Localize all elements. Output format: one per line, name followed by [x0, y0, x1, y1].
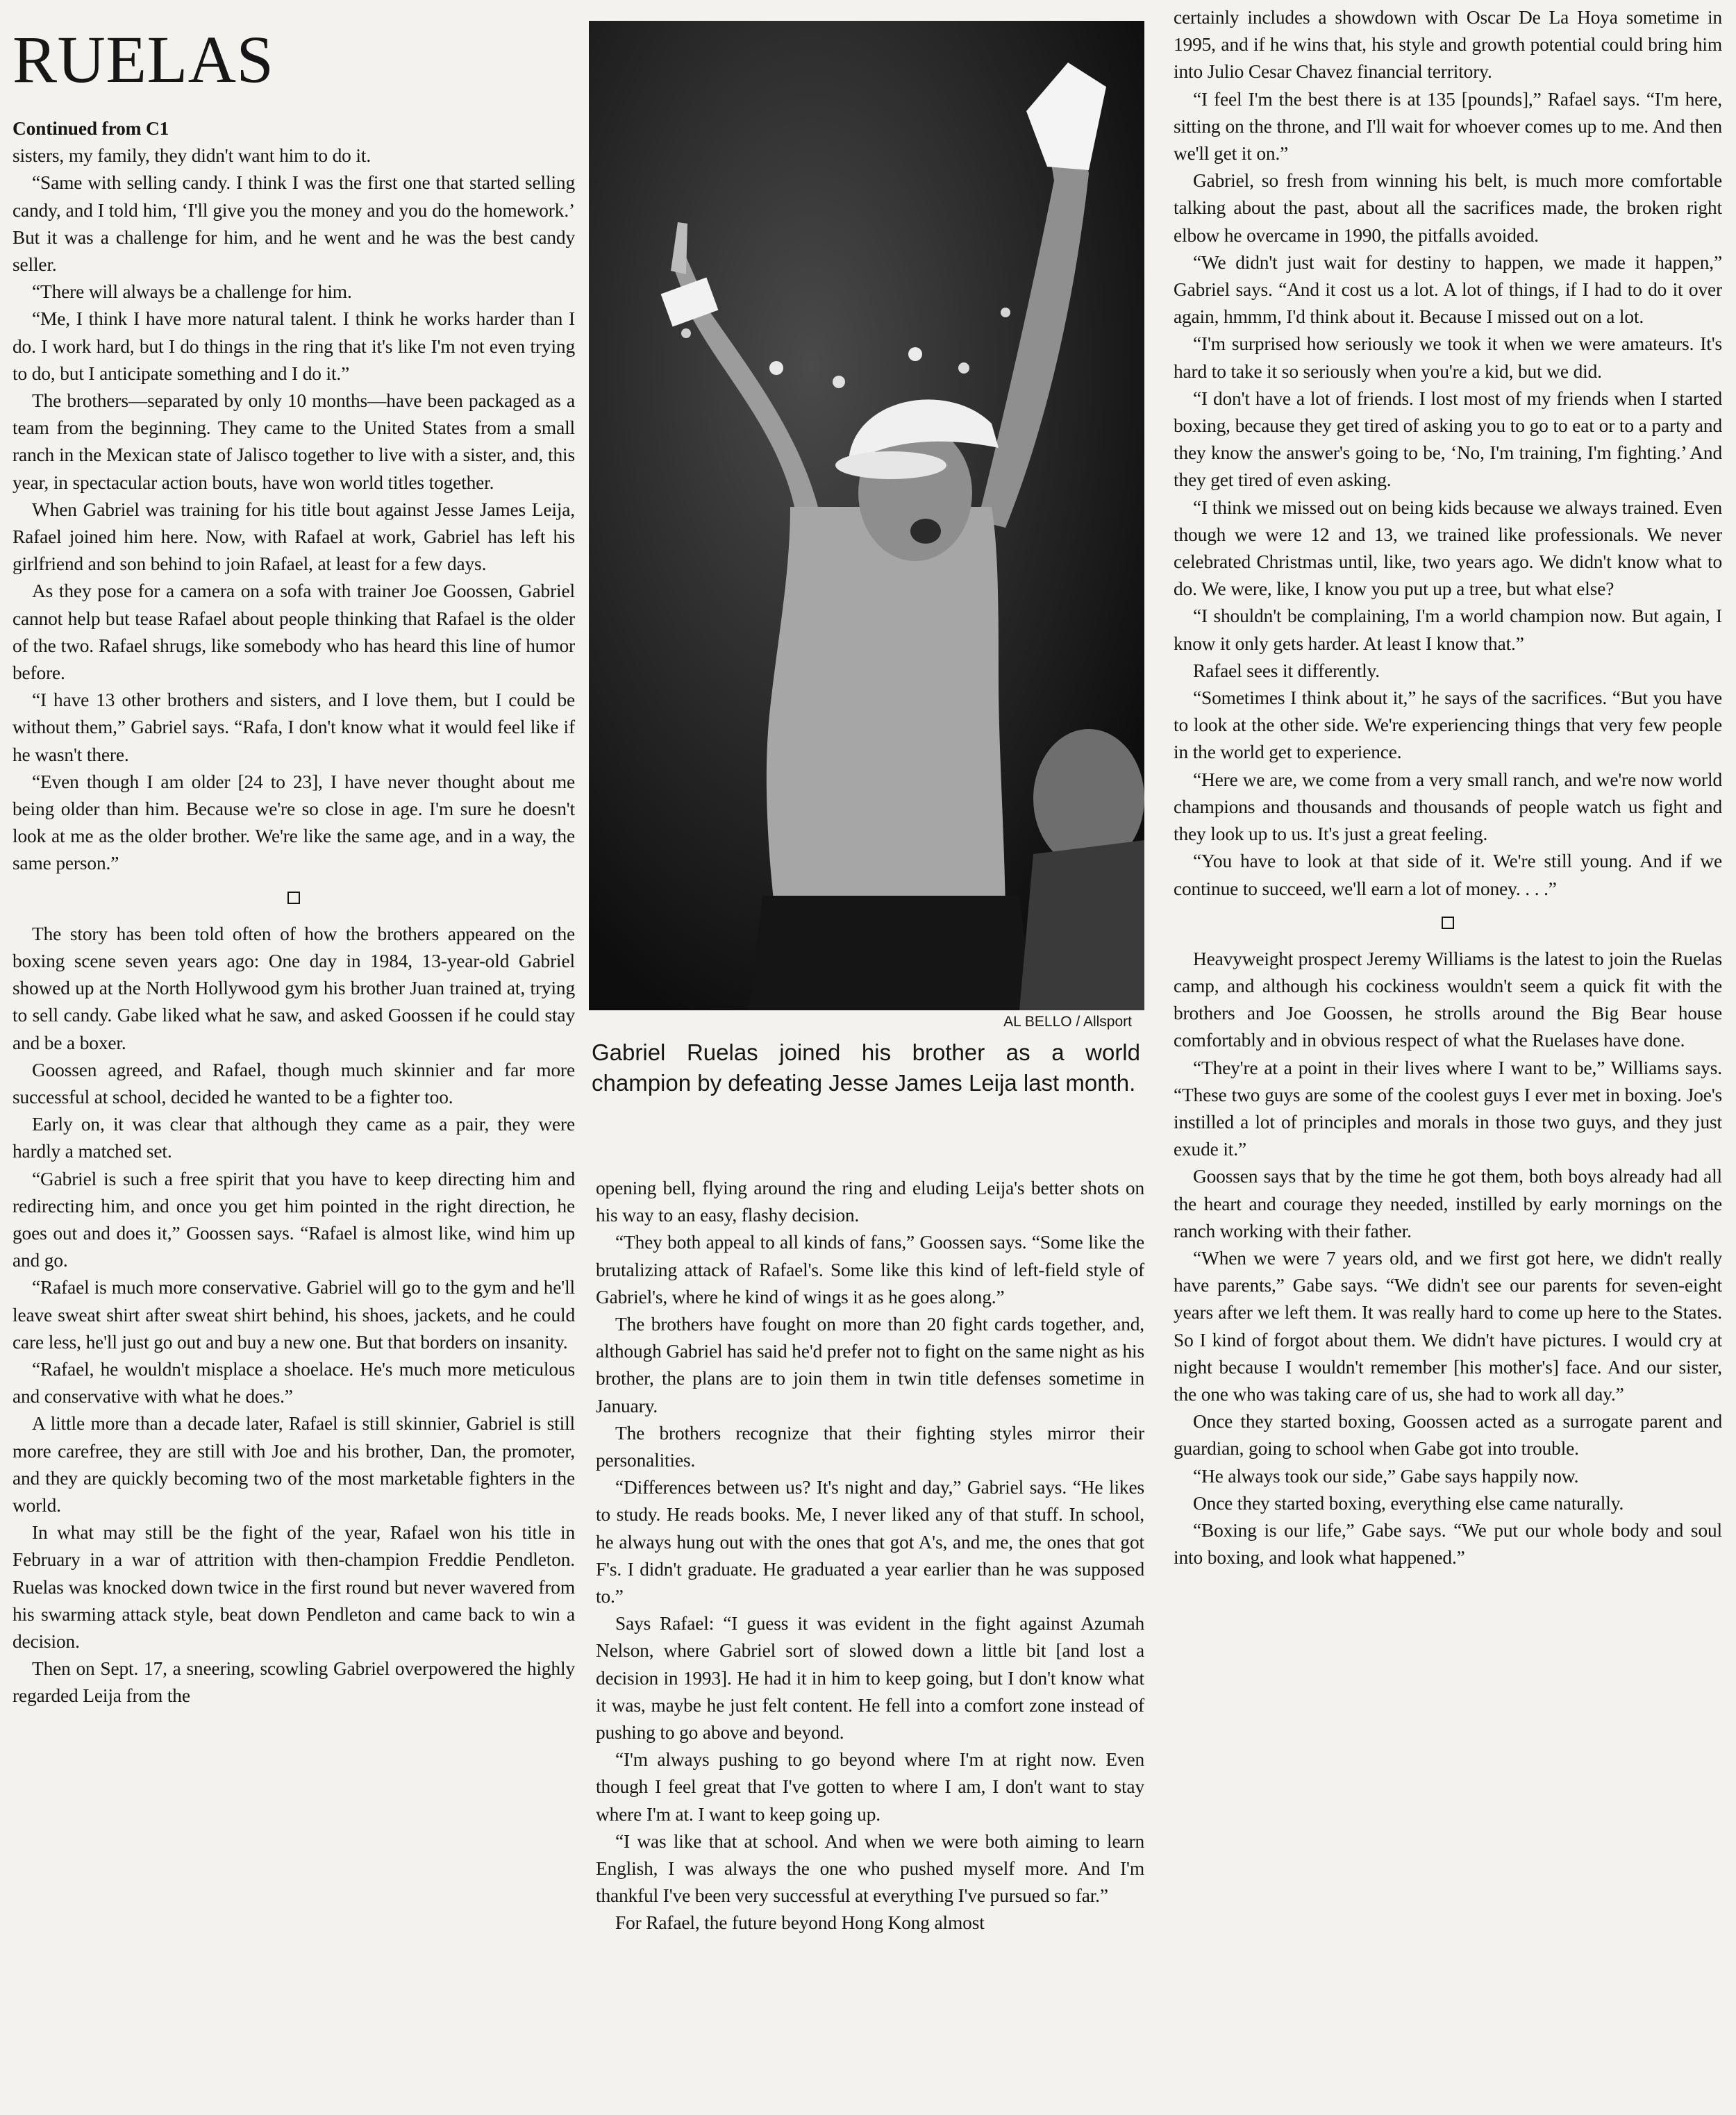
- paragraph: Rafael sees it differently.: [1193, 660, 1380, 681]
- paragraph: Goossen says that by the time he got them, both boys already had all the heart and courage they needed, instilled by early mornings on the ranch working with their father.: [1174, 1166, 1722, 1242]
- paragraph: “They're at a point in their lives where I want to be,” Williams says. “These two guys are some of the coolest guys I ever met in boxing. Joe's instilled a lot of principles and morals in those two guys, and they just exude it.”: [1174, 1057, 1722, 1160]
- paragraph: “When we were 7 years old, and we first got here, we didn't really have parents,” Gabe says. “We didn't see our parents for seven-eight years after we left them. It was really hard to come up here to the States. So I kind of forgot about them. We didn't have pictures. I would cry at night because I wouldn't remember [his mother's] face. And our sister, the one who was taking care of us, she had to work all day.”: [1174, 1247, 1722, 1405]
- article-column-2: [596, 1175, 1144, 1937]
- paragraph: certainly includes a showdown with Oscar De La Hoya sometime in 1995, and if he wins that, his style and growth potential could bring him into Julio Cesar Chavez financial territory.: [1174, 7, 1722, 83]
- paragraph: “Rafael, he wouldn't misplace a shoelace. He's much more meticulous and conservative with what he does.”: [12, 1358, 575, 1407]
- paragraph: “I'm always pushing to go beyond where I'm at right now. Even though I feel great that I've gotten to where I am, I don't want to stay where I'm at. I want to keep going up.: [596, 1749, 1144, 1825]
- photo-caption: Gabriel Ruelas joined his brother as a world champion by defeating Jesse James Leija last month.: [592, 1039, 1140, 1096]
- section-separator-box: [1174, 903, 1722, 946]
- article-column-1: [12, 21, 575, 1710]
- paragraph: “Here we are, we come from a very small ranch, and we're now world champions and thousands and thousands of people watch us fight and they look up to us. It's just a great feeling.: [1174, 769, 1722, 845]
- paragraph: “I don't have a lot of friends. I lost most of my friends when I started boxing, because they get tired of asking you to go to eat or to a party and they know the answer's going to be, ‘No, I'm training, I'm fighting.’ And they get tired of even asking.: [1174, 387, 1722, 491]
- paragraph: Gabriel, so fresh from winning his belt, is much more comfortable talking about the past, about all the sacrifices made, the broken right elbow he overcame in 1990, the pitfalls avoided.: [1174, 170, 1722, 246]
- section-separator-box: [12, 878, 575, 921]
- paragraph: “Me, I think I have more natural talent. I think he works harder than I do. I work hard, but I do things in the ring that it's like I'm not even trying to do, but I anticipate something and I do it.”: [12, 308, 575, 384]
- paragraph: “He always took our side,” Gabe says happily now.: [1193, 1465, 1579, 1487]
- paragraph: When Gabriel was training for his title bout against Jesse James Leija, Rafael joined him here. Now, with Rafael at work, Gabriel has left his girlfriend and son behind to join Rafael, at least for a few days.: [12, 499, 575, 575]
- paragraph: As they pose for a camera on a sofa with trainer Joe Goossen, Gabriel cannot help but tease Rafael about people thinking that Rafael is the older of the two. Rafael shrugs, like somebody who has heard this line of humor before.: [12, 580, 575, 684]
- paragraph: “I shouldn't be complaining, I'm a world champion now. But again, I know it only gets harder. At least I know that.”: [1174, 605, 1722, 654]
- paragraph: In what may still be the fight of the year, Rafael won his title in February in a war of attrition with then-champion Freddie Pendleton. Ruelas was knocked down twice in the first round but never wavered from his swarming attack style, beat down Pendleton and came back to win a decision.: [12, 1522, 575, 1652]
- boxer-photo: [589, 21, 1144, 1010]
- continued-from-label: Continued from C1: [12, 118, 169, 139]
- paragraph: A little more than a decade later, Rafael is still skinnier, Gabriel is still more carefree, they are still with Joe and his brother, Dan, the promoter, and they are quickly becoming two of the most marketable fighters in the world.: [12, 1413, 575, 1516]
- paragraph: “You have to look at that side of it. We're still young. And if we continue to succeed, we'll earn a lot of money. . . .”: [1174, 851, 1722, 899]
- paragraph: “I feel I'm the best there is at 135 [pounds],” Rafael says. “I'm here, sitting on the throne, and I'll wait for whoever comes up to me. And then we'll get it on.”: [1174, 88, 1722, 165]
- paragraph: Goossen agreed, and Rafael, though much skinnier and far more successful at school, decided he wanted to be a fighter too.: [12, 1059, 575, 1107]
- article-column-3: [1174, 4, 1722, 1571]
- paragraph: “They both appeal to all kinds of fans,” Goossen says. “Some like the brutalizing attack of Rafael's. Some like this kind of left-field style of Gabriel's, where he kind of wings it as he goes along.”: [596, 1232, 1144, 1307]
- paragraph: sisters, my family, they didn't want him to do it.: [12, 145, 372, 167]
- paragraph: opening bell, flying around the ring and eluding Leija's better shots on his way to an easy, flashy decision.: [596, 1178, 1144, 1226]
- paragraph: Once they started boxing, everything else came naturally.: [1193, 1492, 1624, 1514]
- paragraph: “Sometimes I think about it,” he says of the sacrifices. “But you have to look at the other side. We're experiencing things that very few people in the world get to experience.: [1174, 687, 1722, 763]
- photo-credit: AL BELLO / Allsport: [1003, 1014, 1132, 1030]
- paragraph: The brothers have fought on more than 20 fight cards together, and, although Gabriel has said he'd prefer not to fight on the same night as his brother, the plans are to join them in twin title defenses sometime in January.: [596, 1314, 1144, 1416]
- paragraph: Then on Sept. 17, a sneering, scowling Gabriel overpowered the highly regarded Leija from the: [12, 1658, 575, 1707]
- paragraph: “I think we missed out on being kids because we always trained. Even though we were 12 and 13, we trained like professionals. We never celebrated Christmas until, like, two years ago. We didn't know what to do. We were, like, I know you put up a tree, but what else?: [1174, 496, 1722, 600]
- paragraph: “Boxing is our life,” Gabe says. “We put our whole body and soul into boxing, and look what happened.”: [1174, 1519, 1722, 1569]
- paragraph: “There will always be a challenge for him.: [32, 281, 352, 303]
- paragraph: Says Rafael: “I guess it was evident in the fight against Azumah Nelson, where Gabriel sort of slowed down a little bit [and lost a decision in 1993]. He had it in him to keep going, but I don't know what it was, maybe he just felt content. He fell into a comfort zone instead of pushing to go above and beyond.: [596, 1613, 1144, 1744]
- paragraph: Early on, it was clear that although they came as a pair, they were hardly a matched set.: [12, 1114, 575, 1162]
- paragraph: Once they started boxing, Goossen acted as a surrogate parent and guardian, going to school when Gabe got into trouble.: [1174, 1411, 1722, 1460]
- paragraph: “Gabriel is such a free spirit that you have to keep directing him and redirecting him, and once you get him pointed in the right direction, he goes out and does it,” Goossen says. “Rafael is almost like, wind him up and go.: [12, 1168, 575, 1271]
- paragraph: The story has been told often of how the brothers appeared on the boxing scene seven years ago: One day in 1984, 13-year-old Gabriel showed up at the North Hollywood gym his brother Juan trained at, trying to sell candy. Gabe liked what he saw, and asked Goossen if he could stay and be a boxer.: [12, 923, 575, 1053]
- paragraph: “Same with selling candy. I think I was the first one that started selling candy, and I told him, ‘I'll give you the money and you do the homework.’ But it was a challenge for him, and he went and he was the best candy seller.: [12, 172, 575, 276]
- paragraph: For Rafael, the future beyond Hong Kong almost: [615, 1912, 985, 1934]
- paragraph: “Even though I am older [24 to 23], I have never thought about me being older than him. Because we're so close in age. I'm sure he doesn't look at me as the older brother. We're like the same age, and in a way, the same person.”: [12, 771, 575, 874]
- paragraph: “Differences between us? It's night and day,” Gabriel says. “He likes to study. He reads books. Me, I never liked any of that stuff. In school, he always hung out with the ones that got A's, and me, the ones that got F's. I didn't graduate. He graduated a year earlier than he was supposed to.”: [596, 1477, 1144, 1607]
- paragraph: “We didn't just wait for destiny to happen, we made it happen,” Gabriel says. “And it cost us a lot. A lot of things, if I had to do it over again, hmmm, I'd think about it. Because I missed out on a lot.: [1174, 251, 1722, 328]
- headline: RUELAS: [12, 22, 274, 97]
- paragraph: “I have 13 other brothers and sisters, and I love them, but I could be without them,” Gabriel says. “Rafa, I don't know what it would feel like if he wasn't there.: [12, 689, 575, 765]
- paragraph: “Rafael is much more conservative. Gabriel will go to the gym and he'll leave sweat shirt after sweat shirt behind, his shoes, jackets, and he could care less, he'll just go out and buy a new one. But that borders on insanity.: [12, 1277, 575, 1353]
- paragraph: The brothers recognize that their fighting styles mirror their personalities.: [596, 1422, 1144, 1471]
- paragraph: Heavyweight prospect Jeremy Williams is the latest to join the Ruelas camp, and although his cockiness wouldn't seem a quick fit with the brothers and Joe Goossen, he strolls around the Big Bear house comfortably and in obvious respect of what the Ruelases have done.: [1174, 948, 1722, 1051]
- paragraph: “I was like that at school. And when we were both aiming to learn English, I was always the one who pushed myself more. And I'm thankful I've been very successful at everything I've pursued so far.”: [596, 1830, 1144, 1907]
- paragraph: “I'm surprised how seriously we took it when we were amateurs. It's hard to take it so seriously when you're a kid, but we did.: [1174, 333, 1722, 382]
- paragraph: The brothers—separated by only 10 months—have been packaged as a team from the beginning. They came to the United States from a small ranch in the Mexican state of Jalisco together to live with a sister, and, this year, in spectacular action bouts, have won world titles together.: [12, 390, 575, 493]
